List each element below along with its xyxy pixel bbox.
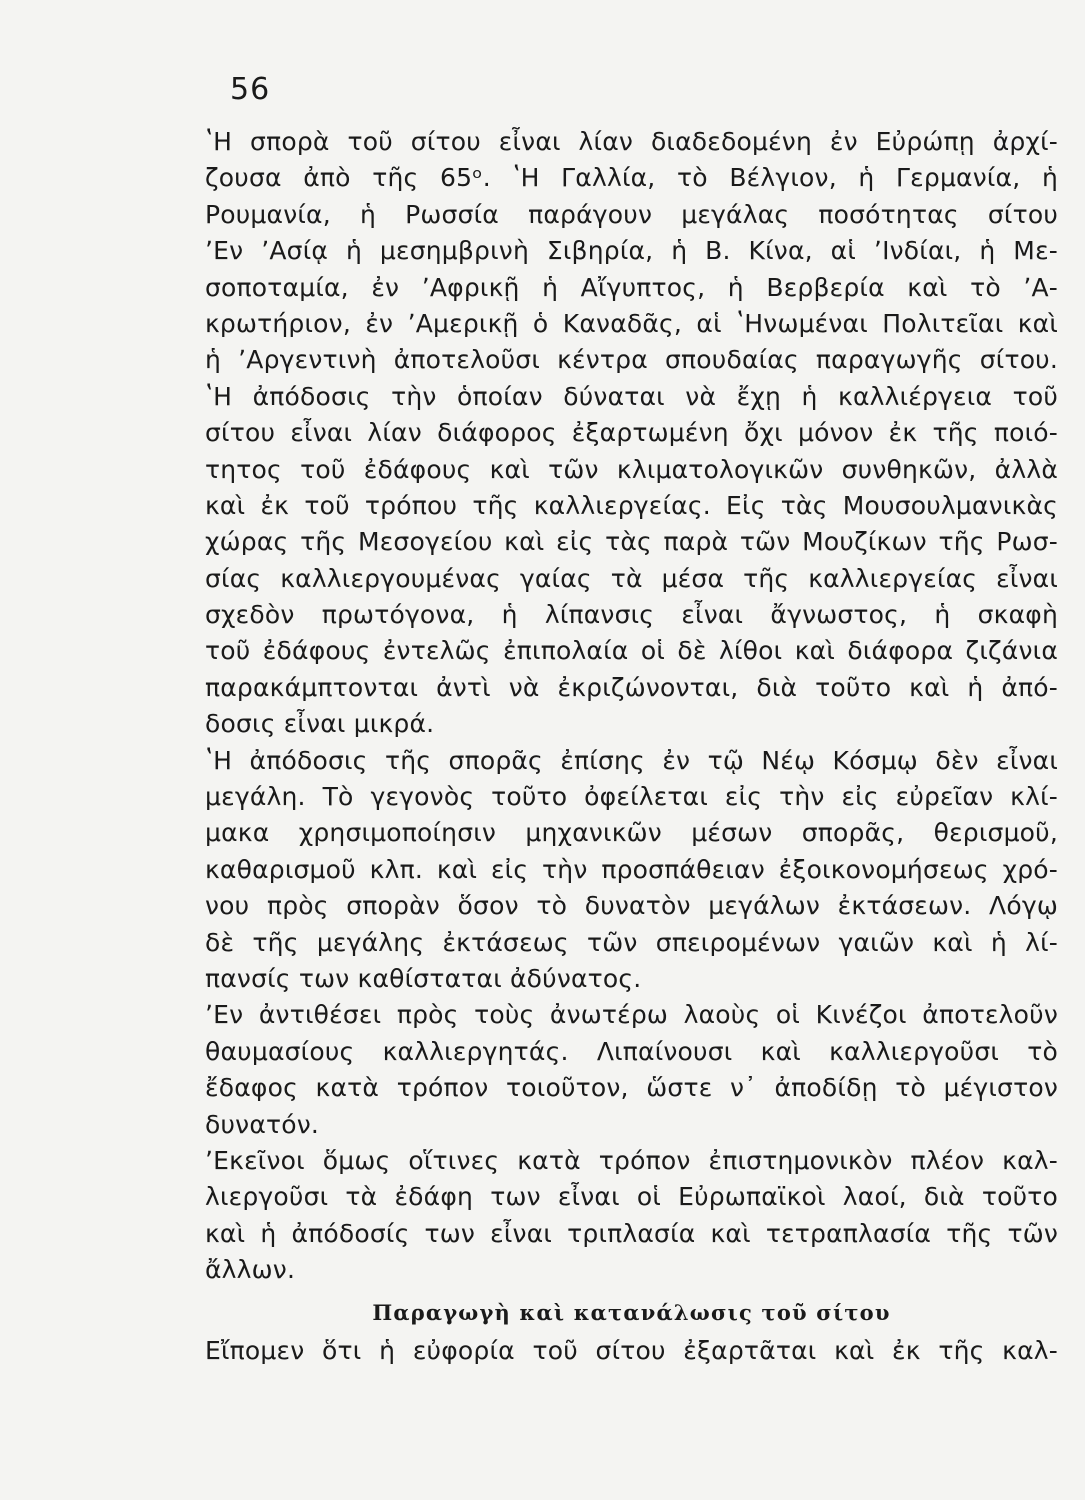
text-line: ἡ ʼΑργεντινὴ ἀποτελοῦσι κέντρα σπουδαίας παραγωγῆς σίτου.: [205, 345, 1058, 375]
section-heading: Παραγωγὴ καὶ κατανάλωσις τοῦ σίτου: [372, 1299, 891, 1325]
text-line: δὲ τῆς μεγάλης ἐκτάσεως τῶν σπειρομένων γαιῶν καὶ ἡ λί-: [205, 927, 1058, 957]
paragraph-3: [205, 743, 1058, 998]
text-line: τοῦ ἐδάφους ἐντελῶς ἐπιπολαία οἱ δὲ λίθοι καὶ διάφορα ζιζάνια: [205, 636, 1058, 666]
text-line: ἔδαφος κατὰ τρόπον τοιοῦτον, ὥστε ν᾽ ἀποδίδῃ τὸ μέγιστον: [205, 1073, 1058, 1103]
text-line: ʼΕν ἀντιθέσει πρὸς τοὺς ἀνωτέρω λαοὺς οἱ Κινέζοι ἀποτελοῦν: [205, 1000, 1058, 1030]
text-line: μεγάλη. Τὸ γεγονὸς τοῦτο ὀφείλεται εἰς τὴν εἰς εὐρεῖαν κλί-: [205, 782, 1058, 812]
text-line: ʼΕκεῖνοι ὅμως οἵτινες κατὰ τρόπον ἐπιστημονικὸν πλέον καλ-: [205, 1145, 1058, 1175]
text-line: καὶ ἡ ἀπόδοσίς των εἶναι τριπλασία καὶ τετραπλασία τῆς τῶν: [205, 1218, 1058, 1248]
paragraph-5: [205, 1143, 1058, 1289]
text-line: σχεδὸν πρωτόγονα, ἡ λίπανσις εἶναι ἄγνωστος, ἡ σκαφὴ: [205, 600, 1058, 630]
text-line: καὶ ἐκ τοῦ τρόπου τῆς καλλιεργείας. Εἰς τὰς Μουσουλμανικὰς: [205, 490, 1058, 520]
text-line: κρωτήριον, ἐν ʼΑμερικῇ ὁ Καναδᾶς, αἱ ʽΗνωμέναι Πολιτεῖαι καὶ: [205, 308, 1058, 338]
text-line: σίτου εἶναι λίαν διάφορος ἐξαρτωμένη ὄχι μόνον ἐκ τῆς ποιό-: [205, 418, 1058, 448]
text-line: καθαρισμοῦ κλπ. καὶ εἰς τὴν προσπάθειαν ἐξοικονομήσεως χρό-: [205, 854, 1058, 884]
text-line: ʽΗ ἀπόδοσις τὴν ὁποίαν δύναται νὰ ἔχῃ ἡ καλλιέργεια τοῦ: [205, 381, 1058, 411]
text-line: σοποταμία, ἐν ʼΑφρικῇ ἡ Αἴγυπτος, ἡ Βερβερία καὶ τὸ ʼΑ-: [205, 272, 1058, 302]
text-line: θαυμασίους καλλιεργητάς. Λιπαίνουσι καὶ καλλιεργοῦσι τὸ: [205, 1036, 1058, 1066]
text-line: Εἴπομεν ὅτι ἡ εὐφορία τοῦ σίτου ἐξαρτᾶται καὶ ἐκ τῆς καλ-: [205, 1335, 1058, 1365]
text-line: ʽΗ ἀπόδοσις τῆς σπορᾶς ἐπίσης ἐν τῷ Νέῳ Κόσμῳ δὲν εἶναι: [205, 745, 1058, 775]
text-line: δυνατόν.: [205, 1109, 320, 1139]
text-line: ζουσα ἀπὸ τῆς 65ᵒ. ʽΗ Γαλλία, τὸ Βέλγιον, ἡ Γερμανία, ἡ: [205, 163, 1058, 193]
text-line: λιεργοῦσι τὰ ἐδάφη των εἶναι οἱ Εὐρωπαϊκοὶ λαοί, διὰ τοῦτο: [205, 1182, 1058, 1212]
paragraph-2: [205, 379, 1058, 743]
page-number: 56: [230, 72, 271, 107]
text-line: ἄλλων.: [205, 1255, 296, 1285]
text-line: ʽΗ σπορὰ τοῦ σίτου εἶναι λίαν διαδεδομένη ἐν Εὐρώπῃ ἀρχί-: [205, 127, 1058, 156]
paragraph-1: [205, 124, 1058, 379]
text-line: παρακάμπτονται ἀντὶ νὰ ἐκριζώνονται, διὰ τοῦτο καὶ ἡ ἀπό-: [205, 672, 1058, 702]
text-line: Ρουμανία, ἡ Ρωσσία παράγουν μεγάλας ποσότητας σίτου: [205, 199, 1058, 229]
text-line: δοσις εἶναι μικρά.: [205, 709, 435, 739]
paragraph-4: [205, 997, 1058, 1143]
text-line: μακα χρησιμοποίησιν μηχανικῶν μέσων σπορᾶς, θερισμοῦ,: [205, 818, 1058, 848]
text-line: χώρας τῆς Μεσογείου καὶ εἰς τὰς παρὰ τῶν Μουζίκων τῆς Ρωσ-: [205, 527, 1058, 557]
body-text: [205, 124, 1058, 1369]
text-line: τητος τοῦ ἐδάφους καὶ τῶν κλιματολογικῶν συνθηκῶν, ἀλλὰ: [205, 454, 1058, 484]
text-line: ʼΕν ʼΑσίᾳ ἡ μεσημβρινὴ Σιβηρία, ἡ Β. Κίνα, αἱ ʼΙνδίαι, ἡ Με-: [205, 236, 1058, 266]
text-line: σίας καλλιεργουμένας γαίας τὰ μέσα τῆς καλλιεργείας εἶναι: [205, 563, 1058, 593]
text-line: πανσίς των καθίσταται ἀδύνατος.: [205, 963, 642, 993]
text-line: νου πρὸς σπορὰν ὅσον τὸ δυνατὸν μεγάλων ἐκτάσεων. Λόγῳ: [205, 891, 1058, 921]
